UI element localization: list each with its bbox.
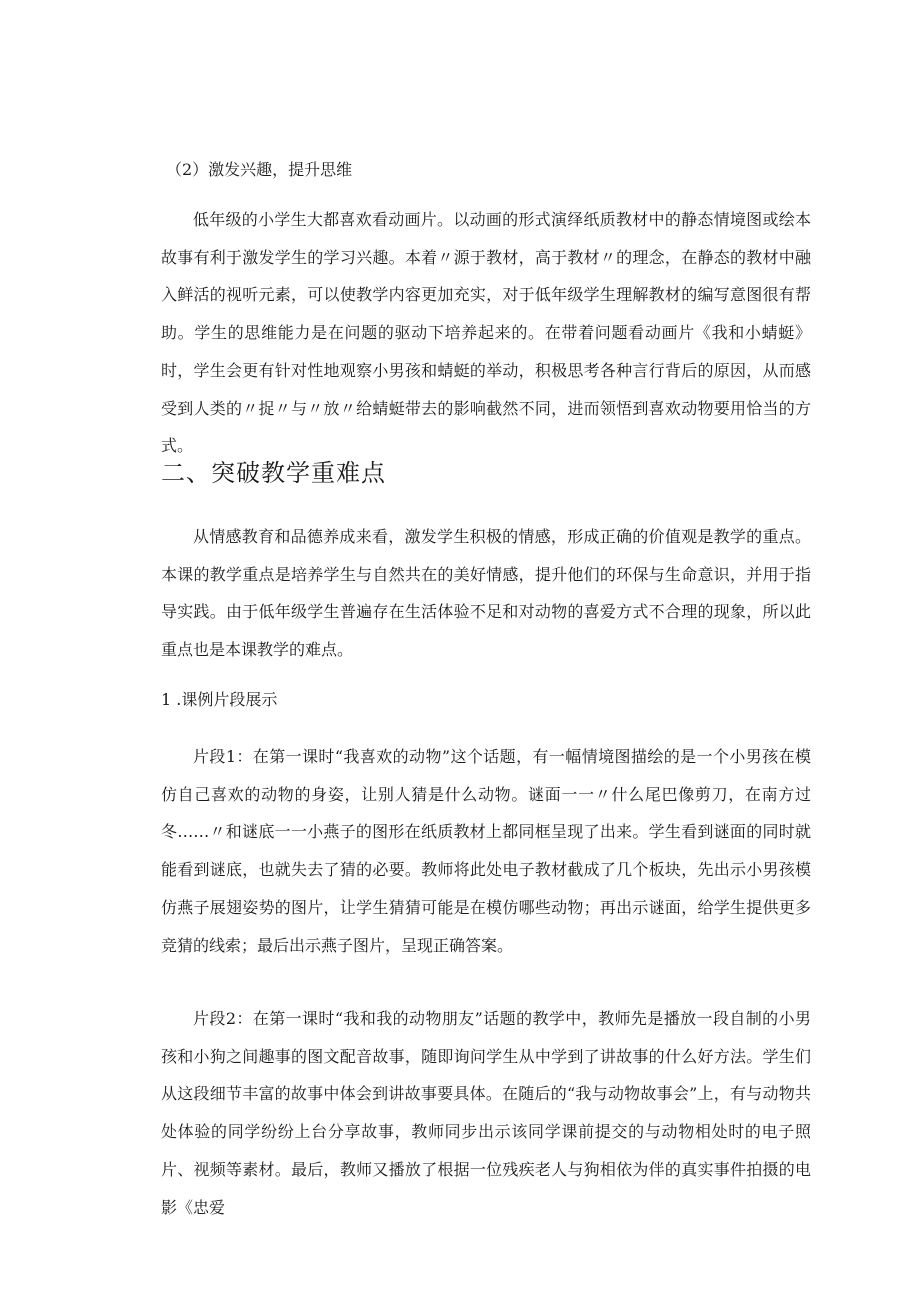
subsection-heading-lesson-excerpts: 1 .课例片段展示 (161, 690, 278, 709)
paragraph-excerpt-1: 片段1：在第一课时“我喜欢的动物”这个话题，有一幅情境图描绘的是一个小男孩在模仿自己喜欢的动物的身姿，让别人猜是什么动物。谜面一一〃什么尾巴像剪刀，在南方过冬……〃和谜底一一小燕子的图形在纸质教材上都同框呈现了出来。学生看到谜面的同时就能看到谜底，也就失去了猜的必要。教师将此处电子教材截成了几个板块，先出示小男孩模仿燕子展翅姿势的图片，让学生猜猜可能是在模仿哪些动物；再出示谜面，给学生提供更多竞猜的线索；最后出示燕子图片，呈现正确答案。 (161, 747, 811, 955)
paragraph-animation-interest: 低年级的小学生大都喜欢看动画片。以动画的形式演绎纸质教材中的静态情境图或绘本故事有利于激发学生的学习兴趣。本着〃源于教材，高于教材〃的理念，在静态的教材中融入鲜活的视听元素，可以使教学内容更加充实，对于低年级学生理解教材的编写意图很有帮助。学生的思维能力是在问题的驱动下培养起来的。在带着问题看动画片《我和小蜻蜓》时，学生会更有针对性地观察小男孩和蜻蜓的举动，积极思考各种言行背后的原因，从而感受到人类的〃捉〃与〃放〃给蜻蜓带去的影响截然不同，进而领悟到喜欢动物要用恰当的方式。 (161, 210, 811, 456)
subsection-heading-stimulate-interest: （2）激发兴趣，提升思维 (166, 160, 353, 179)
paragraph-excerpt-2: 片段2：在第一课时“我和我的动物朋友”话题的教学中，教师先是播放一段自制的小男孩和小狗之间趣事的图文配音故事，随即询问学生从中学到了讲故事的什么好方法。学生们从这段细节丰富的故事中体会到讲故事要具体。在随后的“我与动物故事会”上，有与动物共处体验的同学纷纷上台分享故事，教师同步出示该同学课前提交的与动物相处时的电子照片、视频等素材。最后，教师又播放了根据一位残疾老人与狗相依为伴的真实事件拍摄的电影《忠爱 (161, 1009, 811, 1217)
section-title-key-difficulties: 二、突破教学重难点 (161, 459, 386, 487)
paragraph-teaching-focus: 从情感教育和品德养成来看，激发学生积极的情感，形成正确的价值观是教学的重点。本课的教学重点是培养学生与自然共在的美好情感，提升他们的环保与生命意识，并用于指导实践。由于低年级学生普遍存在生活体验不足和对动物的喜爱方式不合理的现象，所以此重点也是本课教学的难点。 (161, 527, 811, 660)
